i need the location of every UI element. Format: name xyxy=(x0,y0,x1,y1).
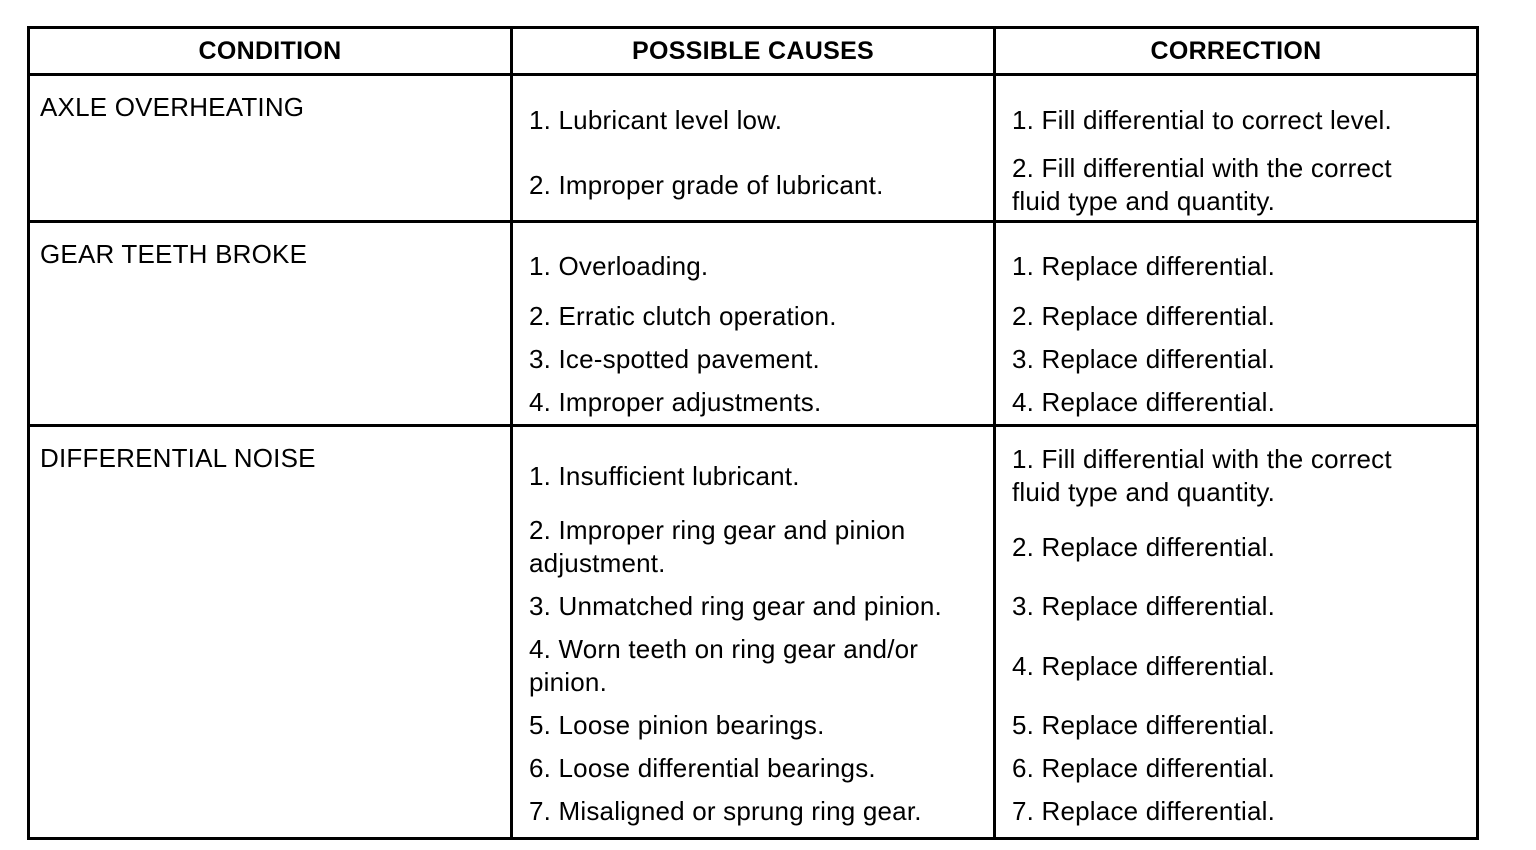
diagnosis-table xyxy=(27,26,1479,840)
cause-text: 7. Misaligned or sprung ring gear. xyxy=(529,796,922,826)
cause-text: 4. Worn teeth on ring gear and/or xyxy=(529,634,919,664)
cause-item xyxy=(513,237,993,295)
corrs-cell xyxy=(995,75,1478,222)
correction-text: 1. Fill differential with the correct xyxy=(1012,444,1392,474)
correction-text: 6. Replace differential. xyxy=(1012,753,1276,783)
condition-cell-differential-noise: DIFFERENTIAL NOISE xyxy=(29,426,512,839)
correction-item xyxy=(996,90,1476,150)
corrs-cell xyxy=(995,222,1478,426)
correction-text: 4. Replace differential. xyxy=(1012,650,1276,681)
correction-item xyxy=(996,443,1476,509)
cause-text: 5. Loose pinion bearings. xyxy=(529,710,825,740)
condition-cell-axle-overheating: AXLE OVERHEATING xyxy=(29,75,512,222)
correction-item xyxy=(996,237,1476,295)
correction-text: 1. Fill differential to correct level. xyxy=(1012,104,1392,135)
correction-item xyxy=(996,585,1476,628)
table-row xyxy=(29,75,1478,222)
cause-item xyxy=(513,443,993,509)
correction-text: 7. Replace differential. xyxy=(1012,796,1276,826)
table-row xyxy=(29,222,1478,426)
correction-text: fluid type and quantity. xyxy=(1012,477,1276,507)
causes-cell xyxy=(512,75,995,222)
cause-text: 1. Insufficient lubricant. xyxy=(529,460,800,491)
correction-item xyxy=(996,509,1476,585)
causes-cell xyxy=(512,426,995,839)
causes-cell xyxy=(512,222,995,426)
header-row xyxy=(29,28,1478,75)
cause-item xyxy=(513,585,993,628)
cause-text: adjustment. xyxy=(529,548,666,578)
cause-item xyxy=(513,790,993,833)
cause-item xyxy=(513,90,993,150)
correction-text: 4. Replace differential. xyxy=(1012,387,1276,417)
cause-item xyxy=(513,338,993,381)
cause-text: 1. Overloading. xyxy=(529,250,709,281)
condition-cell-gear-teeth-broke: GEAR TEETH BROKE xyxy=(29,222,512,426)
correction-text: 2. Replace differential. xyxy=(1012,531,1276,562)
correction-item xyxy=(996,628,1476,704)
correction-text: 2. Fill differential with the correct xyxy=(1012,153,1392,183)
header-correction: CORRECTION xyxy=(995,28,1478,75)
correction-item xyxy=(996,790,1476,833)
correction-text: fluid type and quantity. xyxy=(1012,186,1276,216)
correction-item xyxy=(996,381,1476,424)
correction-text: 3. Replace differential. xyxy=(1012,344,1276,374)
cause-text: 3. Unmatched ring gear and pinion. xyxy=(529,591,942,621)
correction-text: 1. Replace differential. xyxy=(1012,250,1276,281)
corrs-cell xyxy=(995,426,1478,839)
cause-item xyxy=(513,509,993,585)
cause-text: 2. Improper ring gear and pinion xyxy=(529,515,906,545)
correction-item xyxy=(996,150,1476,220)
cause-text: 4. Improper adjustments. xyxy=(529,387,822,417)
cause-text: 3. Ice-spotted pavement. xyxy=(529,344,820,374)
cause-text: 1. Lubricant level low. xyxy=(529,104,783,135)
cause-text: pinion. xyxy=(529,667,608,697)
correction-text: 5. Replace differential. xyxy=(1012,710,1276,740)
cause-text: 2. Erratic clutch operation. xyxy=(529,301,837,331)
correction-text: 3. Replace differential. xyxy=(1012,591,1276,621)
cause-item xyxy=(513,704,993,747)
table-row xyxy=(29,426,1478,839)
cause-text: 2. Improper grade of lubricant. xyxy=(529,169,884,200)
correction-item xyxy=(996,704,1476,747)
cause-item xyxy=(513,295,993,338)
correction-text: 2. Replace differential. xyxy=(1012,301,1276,331)
cause-item xyxy=(513,747,993,790)
cause-item xyxy=(513,150,993,220)
cause-item xyxy=(513,628,993,704)
header-possible-causes: POSSIBLE CAUSES xyxy=(512,28,995,75)
header-condition: CONDITION xyxy=(29,28,512,75)
cause-item xyxy=(513,381,993,424)
correction-item xyxy=(996,747,1476,790)
cause-text: 6. Loose differential bearings. xyxy=(529,753,876,783)
correction-item xyxy=(996,295,1476,338)
correction-item xyxy=(996,338,1476,381)
